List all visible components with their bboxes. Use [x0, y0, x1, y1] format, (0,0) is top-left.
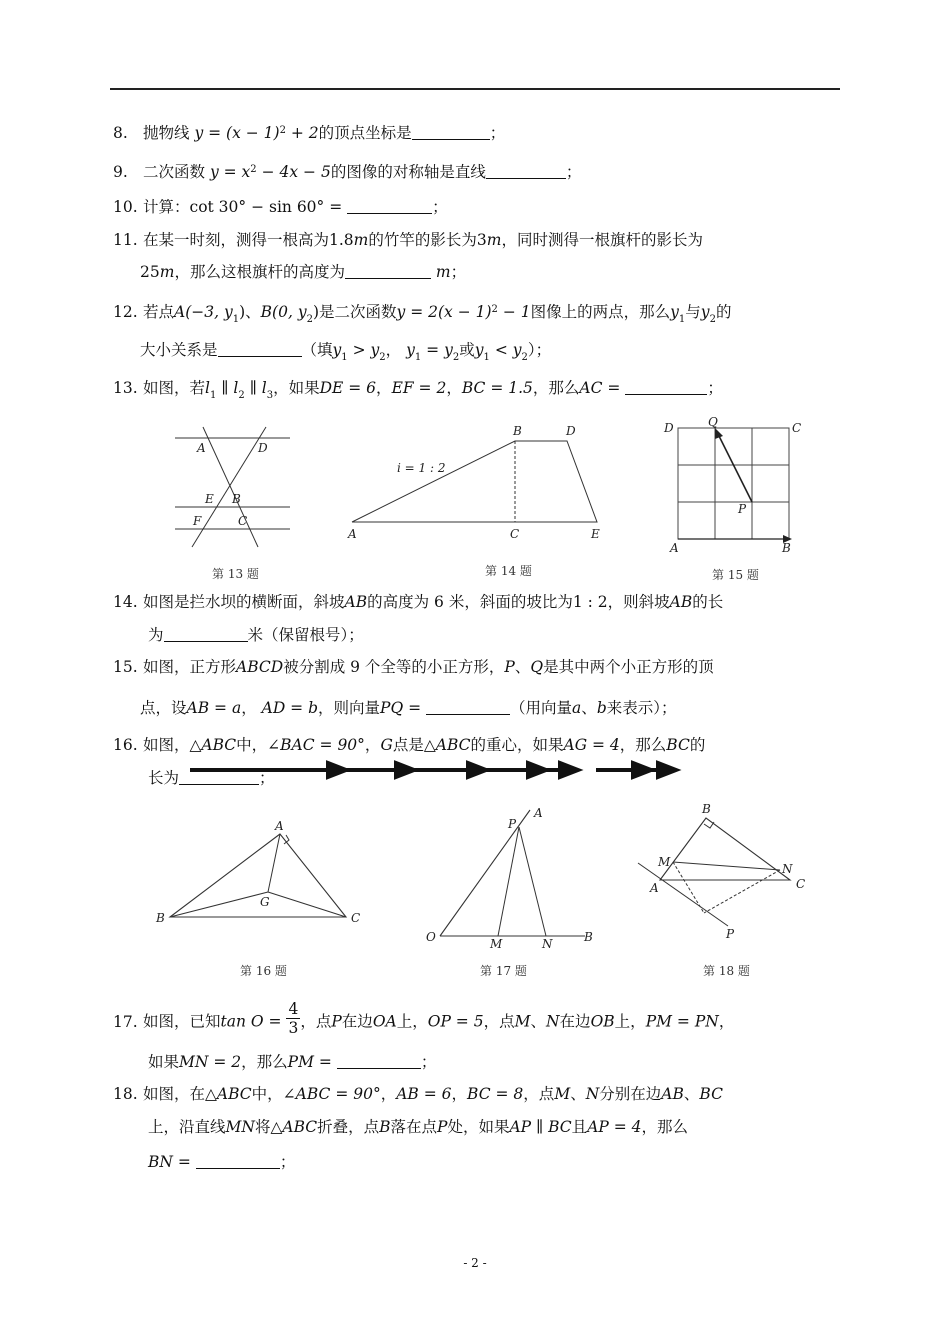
answer-blank[interactable] [625, 380, 707, 395]
label-b: B [702, 802, 711, 816]
punct: 、 [514, 658, 531, 676]
figure-16 [150, 818, 370, 933]
var: a [572, 699, 582, 717]
question-text: 的顶点坐标是 [318, 124, 412, 142]
unit: m [353, 231, 369, 249]
triangle-abc [170, 834, 346, 917]
punct: 、 [570, 1085, 586, 1103]
question-text: 如图，已知 [143, 1012, 221, 1031]
question-text: 折叠，点 [317, 1118, 380, 1136]
var: l [233, 379, 239, 397]
question-text: 如图，△ [143, 736, 202, 754]
question-text: 将△ [254, 1118, 283, 1136]
figure-17 [420, 800, 605, 950]
fraction-top: 4 [288, 1000, 299, 1018]
var: b [596, 699, 607, 717]
formula: PM = [287, 1053, 332, 1071]
question-14-line2 [148, 625, 364, 645]
label-p: P [726, 927, 735, 941]
question-8 [113, 121, 505, 143]
formula: MN = 2 [179, 1053, 242, 1071]
operator: < [489, 341, 513, 359]
var: P [504, 658, 515, 676]
subscript: 2 [452, 352, 460, 363]
segment-mp [673, 862, 704, 913]
question-text: ，那么 [641, 1118, 689, 1136]
formula: AB = a [186, 699, 242, 717]
dam-outline [352, 441, 597, 522]
ray-oa [440, 810, 530, 936]
label-d: D [258, 441, 268, 455]
question-17 [113, 1000, 735, 1041]
formula: + 2 [285, 124, 319, 142]
subscript: 2 [306, 314, 313, 325]
var: P [331, 1012, 342, 1031]
question-text: 抛物线 [143, 124, 190, 142]
question-text: 来表示）； [606, 699, 677, 717]
label-c: C [351, 911, 361, 925]
question-18-line3 [148, 1152, 295, 1172]
triangle-abc [660, 818, 790, 880]
var: y [332, 341, 342, 359]
punct: ) [312, 303, 320, 321]
question-text: 的图像的对称轴是直线 [330, 163, 486, 181]
question-number: 10. [113, 198, 138, 216]
label-n: N [782, 862, 793, 876]
var: M [514, 1012, 531, 1031]
figure-15 [660, 415, 805, 558]
var: y [700, 303, 710, 321]
var: BC [699, 1085, 723, 1103]
formula: cot 30° − sin 60° = [189, 198, 343, 216]
figure-13-caption: 第 13 题 [212, 567, 259, 581]
formula: AC = [579, 379, 621, 397]
var: y [406, 341, 415, 359]
var: N [585, 1085, 600, 1103]
punct: ； [489, 124, 506, 142]
question-16: 16. 如图，△ABC中，∠BAC = 90°，G点是△ABC的重心，如果AG = 4，那么BC的 [113, 736, 706, 754]
question-text: 图像上的两点，那么 [530, 303, 671, 321]
value: 3 [476, 231, 487, 249]
question-text: ，点 [523, 1085, 555, 1103]
question-text: 中， [236, 736, 268, 754]
label-c: C [792, 421, 802, 435]
question-text: ，点 [300, 1012, 332, 1031]
var: ABCD [236, 658, 284, 676]
question-number: 18. [113, 1085, 138, 1103]
question-text: 上， [614, 1012, 646, 1031]
question-11-line2 [140, 262, 466, 282]
subscript: 2 [521, 352, 528, 363]
question-10 [113, 197, 448, 217]
var: ABC [216, 1085, 252, 1103]
question-14 [113, 592, 723, 612]
question-text: 与 [685, 303, 701, 321]
formula: AP ∥ BC [509, 1118, 572, 1136]
question-text: 如图是拦水坝的横断面，斜坡 [143, 593, 345, 611]
punct: ) [239, 303, 246, 321]
formula: OP = 5 [427, 1012, 484, 1031]
question-text: 长为 [148, 769, 180, 787]
segment-ag [268, 834, 280, 892]
question-text: ，那么 [619, 736, 667, 754]
question-text: 或 [459, 341, 475, 359]
header-rule [110, 88, 840, 90]
question-text: 大小关系是 [140, 341, 218, 359]
punct: 、 [245, 303, 261, 321]
question-17-line2 [148, 1052, 436, 1072]
punct: 、 [530, 1012, 546, 1031]
operator: ∥ [216, 379, 234, 397]
question-text: ，同时测得一根旗杆的影长为 [501, 231, 703, 249]
var: P [437, 1118, 448, 1136]
figure-13 [170, 425, 300, 555]
formula: AB = 6 [396, 1085, 452, 1103]
formula: BN = [148, 1153, 191, 1171]
question-text: 且 [571, 1118, 588, 1136]
arrow-head [328, 763, 346, 777]
label-e: E [591, 527, 600, 541]
punct: ； [279, 1153, 296, 1171]
formula: − 1 [497, 303, 531, 321]
answer-blank[interactable] [412, 125, 490, 140]
var: y [370, 341, 380, 359]
question-18-line2 [148, 1117, 688, 1137]
formula: DE = 6 [319, 379, 377, 397]
question-text: （用向量 [510, 699, 573, 717]
figure-16-caption: 第 16 题 [240, 964, 287, 978]
question-text: 点是△ [392, 736, 436, 754]
question-text: 在某一时刻，测得一根高为 [143, 231, 330, 249]
punct: 、 [683, 1085, 700, 1103]
arrow-artifacts [188, 760, 680, 780]
exponent: 2 [279, 125, 286, 136]
question-text: ，那么这根旗杆的高度为 [174, 263, 345, 281]
slope-label: i = 1 : 2 [397, 461, 446, 475]
answer-blank[interactable] [196, 1154, 280, 1169]
figure-15-caption: 第 15 题 [712, 568, 759, 582]
var: OA [372, 1012, 397, 1031]
var: Q [530, 658, 544, 676]
segment-pm [498, 827, 519, 936]
label-b: B [584, 930, 593, 944]
label-m: M [658, 855, 671, 869]
question-text: 如图，若 [143, 379, 206, 397]
question-text: 在边 [341, 1012, 373, 1031]
answer-blank[interactable] [426, 700, 510, 715]
unit: m [486, 231, 502, 249]
question-text: 的重心，如果 [470, 736, 564, 754]
segment-bg [170, 892, 268, 917]
arrow-head [633, 763, 651, 777]
subscript: 1 [209, 390, 217, 401]
subscript: 1 [483, 352, 490, 363]
subscript: 1 [414, 352, 422, 363]
unit: m [435, 263, 451, 281]
var: ABC [435, 736, 471, 754]
question-number: 9. [113, 163, 128, 181]
fraction-bottom: 3 [288, 1019, 299, 1037]
label-c: C [510, 527, 520, 541]
label-d: D [566, 424, 576, 438]
formula: AP = 4 [587, 1118, 642, 1136]
punct: 、 [581, 699, 597, 717]
var: y [670, 303, 679, 321]
punct: ）； [527, 341, 552, 359]
figure-18 [638, 798, 813, 948]
formula: y = 2(x − 1) [396, 303, 492, 321]
point: B(0, y [260, 303, 307, 321]
question-13: 13. 如图，若$l_1$ ∥ $l_2$ ∥ $l_3$，如果DE = 6，EF = 2，BC = 1.5，那么AC = ； [113, 379, 723, 401]
label-b: B [513, 424, 522, 438]
exponent: 2 [491, 304, 498, 315]
question-number: 14. [113, 593, 138, 611]
var: l [205, 379, 210, 397]
question-text: 是其中两个小正方形的顶 [543, 658, 714, 676]
formula: y = (x − 1) [194, 124, 280, 142]
label-a: A [534, 806, 543, 820]
question-text: 的 [689, 736, 706, 754]
question-text: ，那么 [241, 1053, 288, 1071]
var: y [444, 341, 453, 359]
label-p: P [508, 817, 517, 831]
question-number: 12. [113, 303, 138, 321]
subscript: 2 [709, 314, 716, 325]
question-text: ，如果 [273, 379, 320, 397]
punct: ； [565, 163, 582, 181]
question-number: 16. [113, 736, 138, 754]
question-text: 被分割成 9 个全等的小正方形， [283, 658, 505, 676]
var: B [379, 1118, 391, 1136]
arrow-head [396, 763, 414, 777]
operator: > [347, 341, 371, 359]
var: MN [225, 1118, 255, 1136]
value: 25 [140, 263, 160, 281]
subscript: 1 [678, 314, 686, 325]
question-text: 上， [396, 1012, 428, 1031]
question-text: ，则斜坡 [607, 593, 670, 611]
label-b: B [156, 911, 165, 925]
question-text: 如图，在△ [143, 1085, 217, 1103]
formula: tan O = [220, 1012, 282, 1031]
punct: ； [432, 198, 448, 216]
question-12-line2 [140, 340, 551, 368]
answer-blank[interactable] [347, 199, 432, 214]
var: l [261, 379, 267, 397]
arrow-head [468, 763, 486, 777]
question-11 [113, 230, 703, 250]
var: ABC [201, 736, 237, 754]
question-text: 为 [148, 626, 164, 644]
var: M [554, 1085, 571, 1103]
formula: EF = 2 [391, 379, 447, 397]
punct: ； [259, 769, 275, 787]
point: A(−3, y [174, 303, 233, 321]
var: AB [669, 593, 693, 611]
question-text: 二次函数 [143, 163, 206, 181]
answer-blank[interactable] [345, 264, 431, 279]
question-number: 13. [113, 379, 138, 397]
question-text: 米（保留根号）； [247, 626, 364, 644]
label-q: Q [708, 415, 718, 429]
page-number: - 2 - [463, 1256, 487, 1270]
punct: ， [385, 341, 402, 359]
question-text: ，点 [483, 1012, 515, 1031]
label-f: F [193, 514, 202, 528]
formula: PM = PN [645, 1012, 719, 1031]
label-o: O [426, 930, 436, 944]
subscript: 1 [341, 352, 348, 363]
subscript: 2 [379, 352, 386, 363]
question-number: 17. [113, 1012, 138, 1031]
question-text: （填 [301, 341, 333, 359]
question-text: ，那么 [532, 379, 580, 397]
punct: ， [718, 1012, 735, 1031]
exponent: 2 [250, 164, 257, 175]
label-a: A [650, 881, 659, 895]
question-text: 如图，正方形 [143, 658, 237, 676]
question-text: 的 [715, 303, 732, 321]
question-text: 如果 [148, 1053, 180, 1071]
question-text: 处，如果 [447, 1118, 510, 1136]
subscript: 2 [238, 390, 245, 401]
answer-blank[interactable] [164, 627, 248, 642]
subscript: 1 [232, 314, 240, 325]
question-9 [113, 160, 581, 182]
formula: ∠ABC = 90° [282, 1085, 381, 1103]
question-text: 上，沿直线 [148, 1118, 226, 1136]
question-text: 计算： [143, 198, 190, 216]
question-text: 的竹竿的影长为 [368, 231, 477, 249]
question-text: 分别在边 [599, 1085, 662, 1103]
var: y [512, 341, 522, 359]
answer-blank[interactable] [486, 164, 566, 179]
question-number: 11. [113, 231, 138, 249]
formula: y = x [209, 163, 251, 181]
segment-cg [268, 892, 346, 917]
label-p: P [738, 502, 747, 516]
label-n: N [542, 937, 553, 951]
question-text: ，则向量 [318, 699, 381, 717]
unit: m [159, 263, 175, 281]
figure-14 [345, 423, 605, 548]
operator: ∥ [244, 379, 262, 397]
value: 1 : 2 [572, 593, 608, 611]
question-number: 8. [113, 124, 128, 142]
segment-pn [519, 827, 546, 936]
var: ABC [282, 1118, 318, 1136]
arrow-head [658, 763, 676, 777]
grid-3x3 [678, 428, 789, 539]
var: N [545, 1012, 560, 1031]
question-text: 若点 [143, 303, 175, 321]
label-a: A [197, 441, 206, 455]
formula: AG = 4 [563, 736, 620, 754]
question-15 [113, 657, 714, 677]
punct: ； [450, 263, 467, 281]
operator: = [421, 341, 445, 359]
label-g: G [260, 895, 270, 909]
value: 1.8 [329, 231, 354, 249]
formula: − 4x − 5 [256, 163, 331, 181]
var: y [474, 341, 484, 359]
formula: PQ = [380, 699, 422, 717]
punct: ； [707, 379, 723, 397]
label-e: E [205, 492, 214, 506]
fraction [286, 1000, 300, 1037]
label-d: D [664, 421, 674, 435]
var: AB [661, 1085, 684, 1103]
subscript: 3 [266, 390, 274, 401]
question-text: 点，设 [140, 699, 187, 717]
question-18: 18. 如图，在△ABC中，∠ABC = 90°，AB = 6，BC = 8，点M、N分别在边AB、BC [113, 1085, 723, 1103]
formula: BC = 1.5 [461, 379, 533, 397]
var: AB [344, 593, 368, 611]
label-c: C [238, 514, 248, 528]
label-b: B [782, 541, 791, 555]
figure-18-caption: 第 18 题 [703, 964, 750, 978]
var: BC [666, 736, 690, 754]
answer-blank[interactable] [337, 1054, 421, 1069]
segment-mn [673, 862, 780, 870]
arrow-head [560, 763, 578, 777]
arrow-head-pq [715, 428, 723, 439]
figure-17-caption: 第 17 题 [480, 964, 527, 978]
var: G [380, 736, 393, 754]
label-a: A [670, 541, 679, 555]
question-12 [113, 300, 731, 330]
figure-14-caption: 第 14 题 [485, 564, 532, 578]
label-b: B [232, 492, 241, 506]
formula: AD = b [261, 699, 319, 717]
question-number: 15. [113, 658, 138, 676]
vector-pq [718, 434, 752, 502]
question-15-line2: 点，设AB = a， AD = b，则向量PQ = （用向量a、b来表示）； [140, 699, 677, 717]
segment-np [704, 870, 780, 913]
question-text: 落在点 [390, 1118, 438, 1136]
question-text: 中， [251, 1085, 283, 1103]
arrow-head [528, 763, 546, 777]
label-c: C [796, 877, 806, 891]
question-text: 是二次函数 [319, 303, 397, 321]
label-a: A [275, 819, 284, 833]
punct: ； [420, 1053, 437, 1071]
question-text: 的长 [692, 593, 724, 611]
question-text: 在边 [559, 1012, 591, 1031]
formula: ∠BAC = 90° [267, 736, 365, 754]
answer-blank[interactable] [218, 342, 302, 357]
label-m: M [490, 937, 503, 951]
var: OB [590, 1012, 615, 1031]
formula: BC = 8 [467, 1085, 524, 1103]
label-a: A [348, 527, 357, 541]
question-text: 的高度为 6 米，斜面的坡比为 [367, 593, 573, 611]
